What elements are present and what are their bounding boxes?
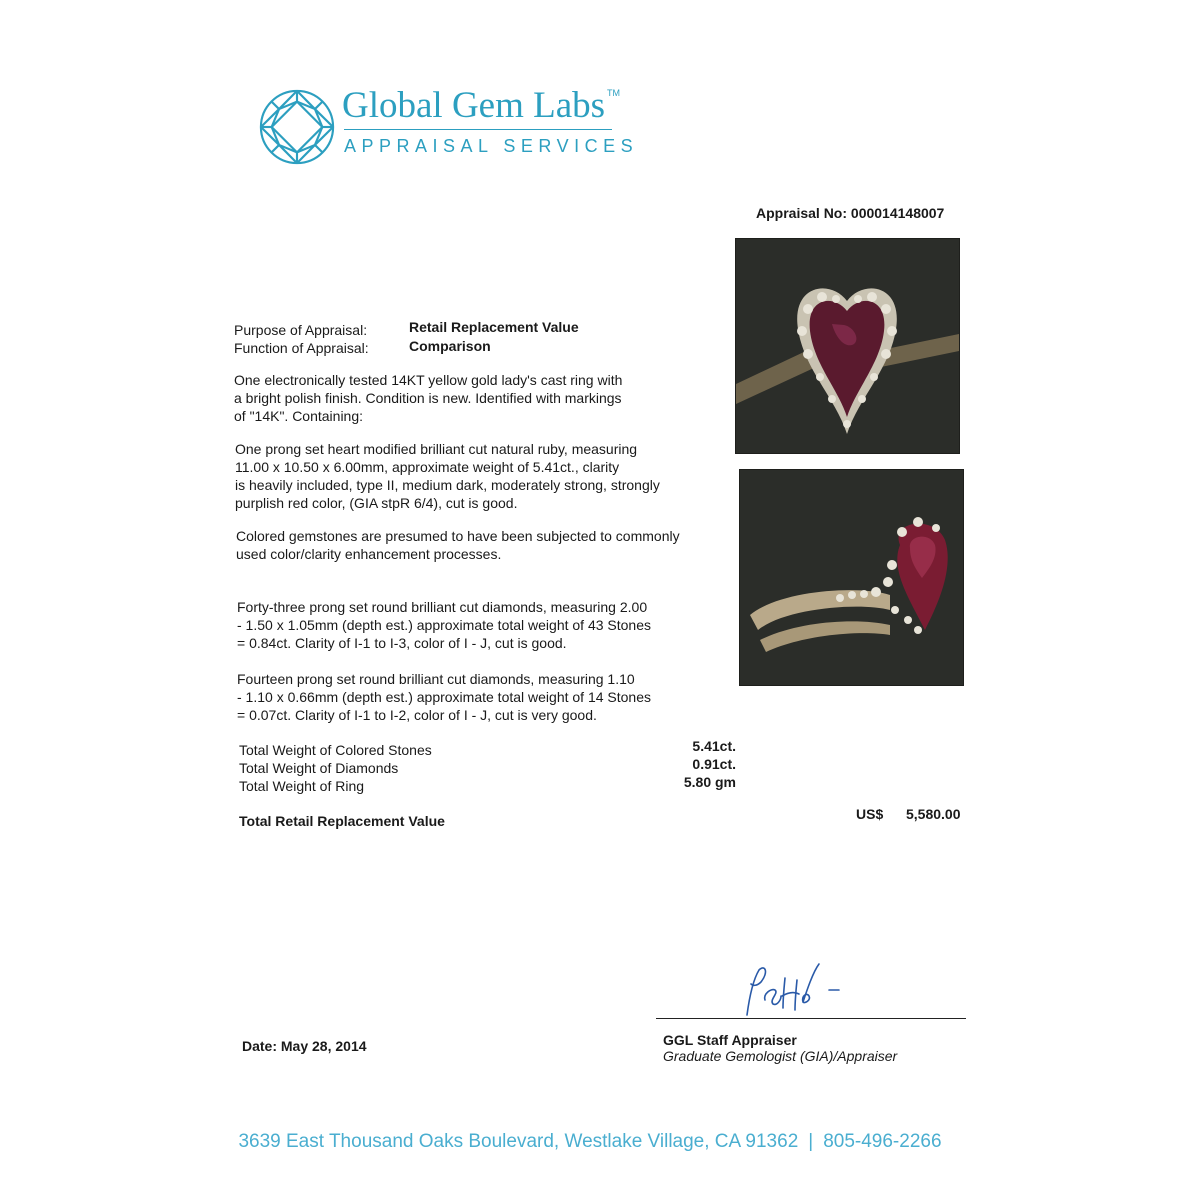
brand-rule <box>344 129 612 130</box>
total-diamonds-label: Total Weight of Diamonds <box>239 760 399 776</box>
total-ring-label: Total Weight of Ring <box>239 778 365 794</box>
footer-contact <box>0 1131 1180 1153</box>
function-label: Function of Appraisal: <box>234 340 369 356</box>
brand-name: Global Gem Labs ™ <box>342 85 621 126</box>
total-colored-value: 5.41ct. <box>692 738 736 754</box>
purpose-value: Retail Replacement Value <box>409 319 579 335</box>
staff-appraiser-title: GGL Staff Appraiser <box>663 1032 797 1048</box>
brand-tagline: APPRAISAL SERVICES <box>344 136 639 156</box>
total-ring-value: 5.80 gm <box>683 774 736 790</box>
total-diamonds-value: 0.91ct. <box>692 756 736 772</box>
staff-appraiser-credentials: Graduate Gemologist (GIA)/Appraiser <box>663 1048 898 1064</box>
signature-line <box>656 1018 966 1019</box>
diamonds-43-description: Forty-three prong set round brilliant cut diamonds, measuring 2.00 - 1.50 x 1.05mm (depth est.) approximate total weight of 43 Stones = 0.84ct. Clarity of I-1 to I-3, color of I - J, cut is good. <box>237 599 651 651</box>
treatment-notice: Colored gemstones are presumed to have been subjected to commonly used color/clarity enhancement processes. <box>236 528 680 562</box>
appraisal-date: Date: May 28, 2014 <box>242 1038 367 1054</box>
function-value: Comparison <box>409 338 491 354</box>
retail-value-label: Total Retail Replacement Value <box>239 813 445 829</box>
footer-address: 3639 East Thousand Oaks Boulevard, Westlake Village, CA 91362 <box>238 1131 799 1152</box>
total-colored-label: Total Weight of Colored Stones <box>239 742 432 758</box>
ring-photo-top <box>735 238 960 454</box>
appraisal-number: Appraisal No: 000014148007 <box>756 205 945 221</box>
footer-separator: | <box>808 1131 814 1152</box>
diamonds-14-description: Fourteen prong set round brilliant cut diamonds, measuring 1.10 - 1.10 x 0.66mm (depth est.) approximate total weight of 14 Stones = 0.07ct. Clarity of I-1 to I-2, color of I - J, cut is very good. <box>237 671 651 723</box>
ruby-description: One prong set heart modified brilliant cut natural ruby, measuring 11.00 x 10.50 x 6.00mm, approximate weight of 5.41ct., clarity is heavily included, type II, medium dark, moderately strong, strongly purplish red color, (GIA stpR 6/4), cut is good. <box>235 441 660 511</box>
appraiser-signature <box>735 960 855 1020</box>
faceted-gem-icon <box>258 88 336 166</box>
footer-phone: 805-496-2266 <box>823 1131 942 1152</box>
ring-photo-side <box>739 469 964 686</box>
ring-description: One electronically tested 14KT yellow gold lady's cast ring with a bright polish finish. Condition is new. Identified with markings of "14K". Containing: <box>234 372 623 424</box>
retail-amount: 5,580.00 <box>906 806 961 822</box>
purpose-label: Purpose of Appraisal: <box>234 322 368 338</box>
retail-currency: US$ <box>856 806 884 822</box>
trademark: TM <box>607 88 621 98</box>
